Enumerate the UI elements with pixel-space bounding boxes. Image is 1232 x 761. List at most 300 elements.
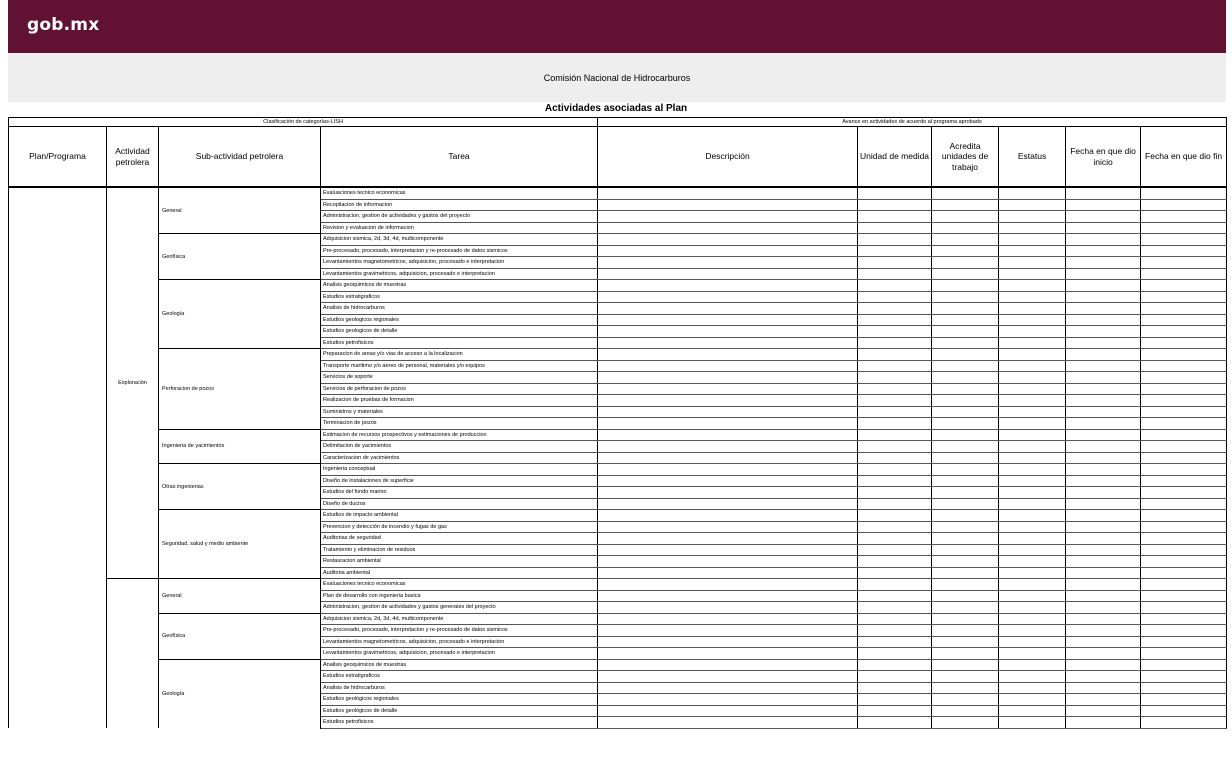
entry-cell[interactable] bbox=[858, 222, 932, 234]
entry-cell[interactable] bbox=[932, 602, 999, 614]
task-cell: Estudios geologicos de detalle bbox=[321, 326, 598, 338]
entry-cell[interactable] bbox=[858, 464, 932, 476]
entry-cell[interactable] bbox=[932, 395, 999, 407]
entry-cell[interactable] bbox=[598, 360, 858, 372]
entry-cell[interactable] bbox=[999, 544, 1066, 556]
entry-cell[interactable] bbox=[858, 717, 932, 729]
task-cell: Revision y evaluacion de informacion bbox=[321, 222, 598, 234]
entry-cell[interactable] bbox=[999, 280, 1066, 292]
entry-cell[interactable] bbox=[598, 636, 858, 648]
entry-cell[interactable] bbox=[999, 429, 1066, 441]
entry-cell[interactable] bbox=[1066, 280, 1141, 292]
entry-cell[interactable] bbox=[999, 602, 1066, 614]
entry-cell[interactable] bbox=[932, 625, 999, 637]
entry-cell[interactable] bbox=[858, 625, 932, 637]
entry-cell[interactable] bbox=[1141, 199, 1227, 211]
entry-cell[interactable] bbox=[932, 487, 999, 499]
entry-cell[interactable] bbox=[858, 326, 932, 338]
entry-cell[interactable] bbox=[1066, 452, 1141, 464]
entry-cell[interactable] bbox=[932, 406, 999, 418]
entry-cell[interactable] bbox=[598, 464, 858, 476]
entry-cell[interactable] bbox=[932, 717, 999, 729]
entry-cell[interactable] bbox=[932, 613, 999, 625]
entry-cell[interactable] bbox=[999, 464, 1066, 476]
entry-cell[interactable] bbox=[858, 291, 932, 303]
entry-cell[interactable] bbox=[999, 659, 1066, 671]
column-header: Fecha en que dio fin bbox=[1141, 127, 1227, 188]
entry-cell[interactable] bbox=[1141, 257, 1227, 269]
entry-cell[interactable] bbox=[932, 418, 999, 430]
column-header: Estatus bbox=[999, 127, 1066, 188]
entry-cell[interactable] bbox=[1066, 544, 1141, 556]
entry-cell[interactable] bbox=[858, 487, 932, 499]
entry-cell[interactable] bbox=[932, 383, 999, 395]
entry-cell[interactable] bbox=[1141, 303, 1227, 315]
entry-cell[interactable] bbox=[1141, 498, 1227, 510]
entry-cell[interactable] bbox=[1066, 671, 1141, 683]
entry-cell[interactable] bbox=[999, 441, 1066, 453]
entry-cell[interactable] bbox=[1141, 717, 1227, 729]
entry-cell[interactable] bbox=[999, 475, 1066, 487]
column-header: Unidad de medida bbox=[858, 127, 932, 188]
entry-cell[interactable] bbox=[1141, 291, 1227, 303]
task-cell: Estudios del fondo marino bbox=[321, 487, 598, 499]
entry-cell[interactable] bbox=[598, 717, 858, 729]
entry-cell[interactable] bbox=[999, 694, 1066, 706]
entry-cell[interactable] bbox=[932, 429, 999, 441]
entry-cell[interactable] bbox=[1141, 314, 1227, 326]
entry-cell[interactable] bbox=[1141, 648, 1227, 660]
entry-cell[interactable] bbox=[598, 567, 858, 579]
entry-cell[interactable] bbox=[932, 349, 999, 361]
entry-cell[interactable] bbox=[1141, 602, 1227, 614]
entry-cell[interactable] bbox=[598, 590, 858, 602]
entry-cell[interactable] bbox=[1066, 314, 1141, 326]
entry-cell[interactable] bbox=[1066, 429, 1141, 441]
entry-cell[interactable] bbox=[1066, 234, 1141, 246]
entry-cell[interactable] bbox=[598, 671, 858, 683]
task-cell: Levantamientos magnetometricos, adquisicion, procesado e interpretacion bbox=[321, 257, 598, 269]
entry-cell[interactable] bbox=[858, 510, 932, 522]
entry-cell[interactable] bbox=[1066, 717, 1141, 729]
entry-cell[interactable] bbox=[1141, 222, 1227, 234]
entry-cell[interactable] bbox=[932, 475, 999, 487]
entry-cell[interactable] bbox=[999, 349, 1066, 361]
entry-cell[interactable] bbox=[1141, 590, 1227, 602]
entry-cell[interactable] bbox=[858, 429, 932, 441]
entry-cell[interactable] bbox=[598, 291, 858, 303]
task-cell: Estudios estratigraficos bbox=[321, 671, 598, 683]
entry-cell[interactable] bbox=[858, 590, 932, 602]
entry-cell[interactable] bbox=[1066, 418, 1141, 430]
entry-cell[interactable] bbox=[999, 314, 1066, 326]
entry-cell[interactable] bbox=[1141, 429, 1227, 441]
entry-cell[interactable] bbox=[1066, 464, 1141, 476]
entry-cell[interactable] bbox=[1066, 498, 1141, 510]
entry-cell[interactable] bbox=[1066, 441, 1141, 453]
entry-cell[interactable] bbox=[598, 487, 858, 499]
entry-cell[interactable] bbox=[1141, 326, 1227, 338]
entry-cell[interactable] bbox=[858, 498, 932, 510]
entry-cell[interactable] bbox=[932, 659, 999, 671]
entry-cell[interactable] bbox=[858, 406, 932, 418]
entry-cell[interactable] bbox=[999, 406, 1066, 418]
entry-cell[interactable] bbox=[932, 567, 999, 579]
entry-cell[interactable] bbox=[1066, 406, 1141, 418]
entry-cell[interactable] bbox=[932, 257, 999, 269]
entry-cell[interactable] bbox=[999, 360, 1066, 372]
entry-cell[interactable] bbox=[1141, 245, 1227, 257]
entry-cell[interactable] bbox=[1141, 280, 1227, 292]
entry-cell[interactable] bbox=[858, 671, 932, 683]
entry-cell[interactable] bbox=[1141, 383, 1227, 395]
entry-cell[interactable] bbox=[598, 280, 858, 292]
entry-cell[interactable] bbox=[598, 648, 858, 660]
entry-cell[interactable] bbox=[598, 429, 858, 441]
entry-cell[interactable] bbox=[932, 187, 999, 199]
entry-cell[interactable] bbox=[1066, 694, 1141, 706]
column-header: Fecha en que dio inicio bbox=[1066, 127, 1141, 188]
entry-cell[interactable] bbox=[999, 521, 1066, 533]
entry-cell[interactable] bbox=[858, 533, 932, 545]
entry-cell[interactable] bbox=[999, 556, 1066, 568]
entry-cell[interactable] bbox=[858, 245, 932, 257]
entry-cell[interactable] bbox=[598, 705, 858, 717]
entry-cell[interactable] bbox=[932, 671, 999, 683]
entry-cell[interactable] bbox=[999, 303, 1066, 315]
entry-cell[interactable] bbox=[1066, 199, 1141, 211]
gobmx-logo[interactable]: gob.mx bbox=[27, 15, 100, 35]
entry-cell[interactable] bbox=[932, 372, 999, 384]
entry-cell[interactable] bbox=[932, 694, 999, 706]
entry-cell[interactable] bbox=[932, 464, 999, 476]
entry-cell[interactable] bbox=[1066, 682, 1141, 694]
entry-cell[interactable] bbox=[858, 636, 932, 648]
entry-cell[interactable] bbox=[932, 337, 999, 349]
entry-cell[interactable] bbox=[1066, 291, 1141, 303]
entry-cell[interactable] bbox=[1066, 579, 1141, 591]
entry-cell[interactable] bbox=[858, 544, 932, 556]
entry-cell[interactable] bbox=[598, 268, 858, 280]
entry-cell[interactable] bbox=[932, 452, 999, 464]
entry-cell[interactable] bbox=[858, 395, 932, 407]
entry-cell[interactable] bbox=[1141, 187, 1227, 199]
entry-cell[interactable] bbox=[1066, 510, 1141, 522]
entry-cell[interactable] bbox=[1066, 648, 1141, 660]
entry-cell[interactable] bbox=[1141, 211, 1227, 223]
task-cell: Estudios petrofisicos bbox=[321, 337, 598, 349]
entry-cell[interactable] bbox=[932, 648, 999, 660]
entry-cell[interactable] bbox=[858, 659, 932, 671]
entry-cell[interactable] bbox=[858, 337, 932, 349]
entry-cell[interactable] bbox=[598, 659, 858, 671]
entry-cell[interactable] bbox=[598, 406, 858, 418]
entry-cell[interactable] bbox=[858, 199, 932, 211]
entry-cell[interactable] bbox=[999, 187, 1066, 199]
entry-cell[interactable] bbox=[999, 326, 1066, 338]
entry-cell[interactable] bbox=[1141, 705, 1227, 717]
entry-cell[interactable] bbox=[858, 234, 932, 246]
entry-cell[interactable] bbox=[932, 291, 999, 303]
entry-cell[interactable] bbox=[932, 533, 999, 545]
entry-cell[interactable] bbox=[1066, 187, 1141, 199]
column-header: Actividad petrolera bbox=[107, 127, 159, 188]
entry-cell[interactable] bbox=[999, 487, 1066, 499]
entry-cell[interactable] bbox=[598, 349, 858, 361]
entry-cell[interactable] bbox=[1066, 303, 1141, 315]
column-header: Sub-actividad petrolera bbox=[159, 127, 321, 188]
entry-cell[interactable] bbox=[999, 533, 1066, 545]
entry-cell[interactable] bbox=[999, 510, 1066, 522]
entry-cell[interactable] bbox=[858, 280, 932, 292]
entry-cell[interactable] bbox=[1141, 406, 1227, 418]
entry-cell[interactable] bbox=[1141, 579, 1227, 591]
entry-cell[interactable] bbox=[598, 544, 858, 556]
entry-cell[interactable] bbox=[999, 211, 1066, 223]
entry-cell[interactable] bbox=[858, 211, 932, 223]
entry-cell[interactable] bbox=[999, 498, 1066, 510]
entry-cell[interactable] bbox=[1141, 671, 1227, 683]
entry-cell[interactable] bbox=[932, 245, 999, 257]
entry-cell[interactable] bbox=[1066, 211, 1141, 223]
entry-cell[interactable] bbox=[1141, 682, 1227, 694]
entry-cell[interactable] bbox=[1066, 556, 1141, 568]
entry-cell[interactable] bbox=[1066, 521, 1141, 533]
entry-cell[interactable] bbox=[1066, 659, 1141, 671]
entry-cell[interactable] bbox=[1066, 395, 1141, 407]
entry-cell[interactable] bbox=[1066, 602, 1141, 614]
entry-cell[interactable] bbox=[932, 590, 999, 602]
task-cell: Pre-procesado, procesado, interpretacion y re-procesado de datos sismicos bbox=[321, 625, 598, 637]
entry-cell[interactable] bbox=[1066, 337, 1141, 349]
entry-cell[interactable] bbox=[1141, 234, 1227, 246]
entry-cell[interactable] bbox=[999, 383, 1066, 395]
entry-cell[interactable] bbox=[598, 245, 858, 257]
entry-cell[interactable] bbox=[999, 452, 1066, 464]
entry-cell[interactable] bbox=[932, 326, 999, 338]
entry-cell[interactable] bbox=[1141, 533, 1227, 545]
entry-cell[interactable] bbox=[999, 717, 1066, 729]
entry-cell[interactable] bbox=[1066, 383, 1141, 395]
entry-cell[interactable] bbox=[932, 303, 999, 315]
entry-cell[interactable] bbox=[1066, 613, 1141, 625]
entry-cell[interactable] bbox=[932, 636, 999, 648]
entry-cell[interactable] bbox=[932, 705, 999, 717]
entry-cell[interactable] bbox=[858, 452, 932, 464]
entry-cell[interactable] bbox=[858, 694, 932, 706]
entry-cell[interactable] bbox=[858, 521, 932, 533]
entry-cell[interactable] bbox=[1141, 268, 1227, 280]
entry-cell[interactable] bbox=[858, 268, 932, 280]
entry-cell[interactable] bbox=[598, 199, 858, 211]
entry-cell[interactable] bbox=[858, 418, 932, 430]
task-cell: Estudios geológicos de detalle bbox=[321, 705, 598, 717]
entry-cell[interactable] bbox=[932, 556, 999, 568]
entry-cell[interactable] bbox=[999, 625, 1066, 637]
entry-cell[interactable] bbox=[999, 245, 1066, 257]
entry-cell[interactable] bbox=[999, 234, 1066, 246]
entry-cell[interactable] bbox=[858, 314, 932, 326]
entry-cell[interactable] bbox=[1066, 222, 1141, 234]
entry-cell[interactable] bbox=[598, 441, 858, 453]
entry-cell[interactable] bbox=[1066, 349, 1141, 361]
entry-cell[interactable] bbox=[598, 222, 858, 234]
entry-cell[interactable] bbox=[999, 590, 1066, 602]
entry-cell[interactable] bbox=[858, 257, 932, 269]
entry-cell[interactable] bbox=[1141, 510, 1227, 522]
entry-cell[interactable] bbox=[1141, 556, 1227, 568]
entry-cell[interactable] bbox=[932, 521, 999, 533]
entry-cell[interactable] bbox=[1141, 464, 1227, 476]
entry-cell[interactable] bbox=[1141, 636, 1227, 648]
entry-cell[interactable] bbox=[598, 579, 858, 591]
entry-cell[interactable] bbox=[1141, 544, 1227, 556]
entry-cell[interactable] bbox=[1141, 694, 1227, 706]
entry-cell[interactable] bbox=[999, 372, 1066, 384]
entry-cell[interactable] bbox=[858, 303, 932, 315]
entry-cell[interactable] bbox=[932, 234, 999, 246]
entry-cell[interactable] bbox=[858, 187, 932, 199]
entry-cell[interactable] bbox=[932, 268, 999, 280]
entry-cell[interactable] bbox=[598, 372, 858, 384]
entry-cell[interactable] bbox=[999, 636, 1066, 648]
entry-cell[interactable] bbox=[858, 705, 932, 717]
entry-cell[interactable] bbox=[598, 326, 858, 338]
entry-cell[interactable] bbox=[932, 199, 999, 211]
entry-cell[interactable] bbox=[1066, 590, 1141, 602]
entry-cell[interactable] bbox=[598, 337, 858, 349]
entry-cell[interactable] bbox=[1141, 418, 1227, 430]
entry-cell[interactable] bbox=[932, 360, 999, 372]
entry-cell[interactable] bbox=[598, 498, 858, 510]
task-cell: Diseño de ductos bbox=[321, 498, 598, 510]
entry-cell[interactable] bbox=[598, 602, 858, 614]
entry-cell[interactable] bbox=[999, 671, 1066, 683]
entry-cell[interactable] bbox=[1141, 487, 1227, 499]
entry-cell[interactable] bbox=[598, 625, 858, 637]
entry-cell[interactable] bbox=[1141, 372, 1227, 384]
entry-cell[interactable] bbox=[1066, 487, 1141, 499]
entry-cell[interactable] bbox=[999, 395, 1066, 407]
entry-cell[interactable] bbox=[999, 682, 1066, 694]
entry-cell[interactable] bbox=[858, 602, 932, 614]
entry-cell[interactable] bbox=[932, 222, 999, 234]
entry-cell[interactable] bbox=[858, 556, 932, 568]
entry-cell[interactable] bbox=[598, 613, 858, 625]
entry-cell[interactable] bbox=[932, 314, 999, 326]
entry-cell[interactable] bbox=[1141, 567, 1227, 579]
entry-cell[interactable] bbox=[598, 234, 858, 246]
entry-cell[interactable] bbox=[598, 452, 858, 464]
entry-cell[interactable] bbox=[598, 314, 858, 326]
entry-cell[interactable] bbox=[598, 475, 858, 487]
entry-cell[interactable] bbox=[1141, 613, 1227, 625]
entry-cell[interactable] bbox=[598, 682, 858, 694]
entry-cell[interactable] bbox=[1141, 521, 1227, 533]
entry-cell[interactable] bbox=[1066, 245, 1141, 257]
entry-cell[interactable] bbox=[858, 383, 932, 395]
entry-cell[interactable] bbox=[999, 579, 1066, 591]
entry-cell[interactable] bbox=[1141, 475, 1227, 487]
entry-cell[interactable] bbox=[1066, 705, 1141, 717]
entry-cell[interactable] bbox=[1141, 625, 1227, 637]
entry-cell[interactable] bbox=[932, 544, 999, 556]
entry-cell[interactable] bbox=[858, 441, 932, 453]
entry-cell[interactable] bbox=[858, 567, 932, 579]
entry-cell[interactable] bbox=[858, 372, 932, 384]
entry-cell[interactable] bbox=[932, 211, 999, 223]
entry-cell[interactable] bbox=[932, 441, 999, 453]
entry-cell[interactable] bbox=[598, 257, 858, 269]
entry-cell[interactable] bbox=[1141, 659, 1227, 671]
entry-cell[interactable] bbox=[1066, 475, 1141, 487]
entry-cell[interactable] bbox=[999, 648, 1066, 660]
entry-cell[interactable] bbox=[598, 521, 858, 533]
entry-cell[interactable] bbox=[932, 682, 999, 694]
entry-cell[interactable] bbox=[1066, 372, 1141, 384]
entry-cell[interactable] bbox=[999, 222, 1066, 234]
subactivity-cell: Seguridad, salud y medio ambiente bbox=[159, 510, 321, 579]
entry-cell[interactable] bbox=[858, 349, 932, 361]
task-cell: Preparacion de areas y/o vias de acceso a la localizacion bbox=[321, 349, 598, 361]
entry-cell[interactable] bbox=[858, 475, 932, 487]
entry-cell[interactable] bbox=[1141, 395, 1227, 407]
entry-cell[interactable] bbox=[1066, 625, 1141, 637]
entry-cell[interactable] bbox=[1066, 533, 1141, 545]
entry-cell[interactable] bbox=[932, 579, 999, 591]
entry-cell[interactable] bbox=[999, 705, 1066, 717]
entry-cell[interactable] bbox=[598, 510, 858, 522]
entry-cell[interactable] bbox=[858, 613, 932, 625]
entry-cell[interactable] bbox=[1141, 360, 1227, 372]
entry-cell[interactable] bbox=[1141, 452, 1227, 464]
entry-cell[interactable] bbox=[999, 418, 1066, 430]
entry-cell[interactable] bbox=[999, 613, 1066, 625]
entry-cell[interactable] bbox=[1066, 257, 1141, 269]
entry-cell[interactable] bbox=[858, 360, 932, 372]
entry-cell[interactable] bbox=[999, 567, 1066, 579]
entry-cell[interactable] bbox=[999, 337, 1066, 349]
entry-cell[interactable] bbox=[932, 510, 999, 522]
entry-cell[interactable] bbox=[598, 418, 858, 430]
entry-cell[interactable] bbox=[598, 694, 858, 706]
entry-cell[interactable] bbox=[999, 257, 1066, 269]
entry-cell[interactable] bbox=[999, 268, 1066, 280]
entry-cell[interactable] bbox=[598, 533, 858, 545]
entry-cell[interactable] bbox=[598, 395, 858, 407]
entry-cell[interactable] bbox=[1141, 337, 1227, 349]
entry-cell[interactable] bbox=[932, 498, 999, 510]
entry-cell[interactable] bbox=[1066, 268, 1141, 280]
entry-cell[interactable] bbox=[598, 187, 858, 199]
entry-cell[interactable] bbox=[598, 383, 858, 395]
entry-cell[interactable] bbox=[858, 648, 932, 660]
entry-cell[interactable] bbox=[1141, 441, 1227, 453]
entry-cell[interactable] bbox=[999, 291, 1066, 303]
entry-cell[interactable] bbox=[932, 280, 999, 292]
entry-cell[interactable] bbox=[598, 556, 858, 568]
entry-cell[interactable] bbox=[1066, 636, 1141, 648]
entry-cell[interactable] bbox=[999, 199, 1066, 211]
entry-cell[interactable] bbox=[858, 682, 932, 694]
entry-cell[interactable] bbox=[598, 211, 858, 223]
entry-cell[interactable] bbox=[1141, 349, 1227, 361]
entry-cell[interactable] bbox=[858, 579, 932, 591]
entry-cell[interactable] bbox=[1066, 567, 1141, 579]
entry-cell[interactable] bbox=[598, 303, 858, 315]
entry-cell[interactable] bbox=[1066, 360, 1141, 372]
entry-cell[interactable] bbox=[1066, 326, 1141, 338]
